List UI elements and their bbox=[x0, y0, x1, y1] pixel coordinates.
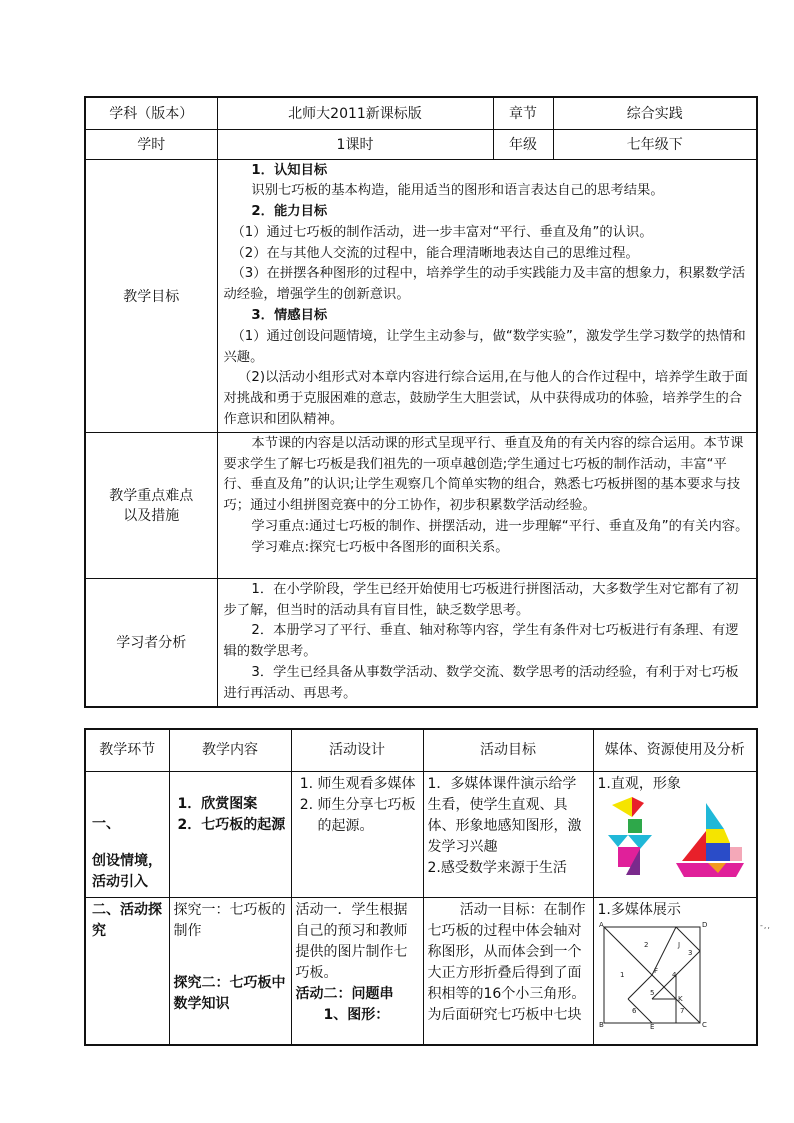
goal-line: （2）在与其他人交流的过程中，能合理清晰地表达自己的思维过程。 bbox=[231, 245, 639, 261]
diagram-label: J bbox=[677, 940, 680, 949]
learners-item: 3．学生已经具备从事数学活动、数学交流、数学思考的活动经验，有利于对七巧板进行再活动、再思考。 bbox=[223, 665, 739, 701]
keypoints-label-line1: 教学重点难点 bbox=[109, 488, 194, 505]
diagram-label: 5 bbox=[649, 988, 654, 997]
grade-label: 年级 bbox=[493, 129, 553, 159]
goal-line: 识别七巧板的基本构造，能用适当的图形和语言表达自己的思考结果。 bbox=[251, 183, 664, 199]
activity-2-part-a: 活动一．学生根据自己的预习和教师提供的图片制作七巧板。 bbox=[295, 901, 408, 981]
diagram-label: 7 bbox=[679, 1006, 684, 1015]
diagram-label: C bbox=[701, 1020, 707, 1029]
stage-2: 二、活动探究 bbox=[85, 897, 169, 1045]
learners-row bbox=[85, 578, 757, 706]
tangram-piece bbox=[730, 847, 742, 861]
tangram-pictures-image bbox=[598, 795, 748, 885]
activity-2-part-b: 活动二：问题串 bbox=[295, 985, 394, 1002]
media-2-text: 1.多媒体展示 bbox=[597, 901, 681, 918]
lesson-info-table bbox=[84, 96, 758, 708]
info-row-hours bbox=[85, 129, 757, 159]
stage-1 bbox=[85, 771, 169, 897]
hours-label: 学时 bbox=[85, 129, 217, 159]
tangram-piece bbox=[706, 803, 724, 829]
content-1-item: 2．七巧板的起源 bbox=[177, 816, 286, 833]
goal-line: （2)以活动小组形式对本章内容进行综合运用,在与他人的合作过程中，培养学生敢于面对挑战和勇于克服困难的意志，鼓励学生大胆尝试，从中获得成功的体验，培养学生的合作意识和团队精神。 bbox=[223, 370, 748, 428]
goal-line: 2．能力目标 bbox=[251, 204, 328, 220]
activity-1-item: 1. 师生观看多媒体 bbox=[318, 774, 419, 795]
tangram-piece bbox=[628, 835, 652, 849]
header-media: 媒体、资源使用及分析 bbox=[593, 729, 757, 771]
learners-label: 学习者分析 bbox=[85, 578, 217, 706]
activity-1 bbox=[291, 771, 423, 897]
grade-value: 七年级下 bbox=[553, 129, 757, 159]
content-2-part-b: 探究二：七巧板中数学知识 bbox=[173, 974, 286, 1012]
keypoints-row bbox=[85, 432, 757, 578]
goal-line: 3．情感目标 bbox=[251, 308, 328, 324]
subject-value: 北师大2011新课标版 bbox=[217, 97, 493, 129]
process-table bbox=[84, 728, 758, 1046]
info-row-subject bbox=[85, 97, 757, 129]
activity-1-item: 2. 师生分享七巧板的起源。 bbox=[318, 795, 419, 837]
margin-mark: -,, bbox=[760, 921, 771, 930]
keypoints-content bbox=[217, 432, 757, 578]
header-activity: 活动设计 bbox=[291, 729, 423, 771]
diagram-label: F bbox=[653, 966, 658, 975]
tangram-piece bbox=[682, 831, 706, 861]
learners-content bbox=[217, 578, 757, 706]
goal-line: （1）通过七巧板的制作活动，进一步丰富对“平行、垂直及角”的认识。 bbox=[231, 224, 653, 240]
keypoints-label-line2: 以及措施 bbox=[123, 508, 180, 525]
goals-content bbox=[217, 159, 757, 432]
goal-line: （3）在拼摆各种图形的过程中，培养学生的动手实践能力及丰富的想象力，积累数学活动经验，增强学生的创新意识。 bbox=[223, 266, 746, 303]
header-content: 教学内容 bbox=[169, 729, 291, 771]
diagram-line bbox=[628, 975, 652, 999]
tangram-piece bbox=[632, 797, 644, 817]
keypoints-paragraph: 学习重点:通过七巧板的制作、拼摆活动，进一步理解“平行、垂直及角”的有关内容。 bbox=[251, 519, 749, 535]
content-2-part-a: 探究一：七巧板的制作 bbox=[173, 901, 286, 939]
tangram-diagram bbox=[598, 921, 748, 1029]
goal-1-item: 2.感受数学来源于生活 bbox=[427, 859, 567, 876]
subject-label: 学科（版本） bbox=[85, 97, 217, 129]
learners-item: 1．在小学阶段，学生已经开始使用七巧板进行拼图活动，大多数学生对它都有了初步了解，但当时的活动具有盲目性，缺乏数学思考。 bbox=[223, 581, 739, 618]
media-1 bbox=[593, 771, 757, 897]
content-1 bbox=[169, 771, 291, 897]
stage-1-number: 一、 bbox=[92, 815, 120, 832]
keypoints-paragraph: 学习难点:探究七巧板中各图形的面积关系。 bbox=[251, 539, 509, 555]
diagram-label: B bbox=[598, 1020, 604, 1029]
diagram-label: 1 bbox=[619, 970, 624, 979]
header-goal: 活动目标 bbox=[423, 729, 593, 771]
header-stage: 教学环节 bbox=[85, 729, 169, 771]
tangram-piece bbox=[608, 835, 628, 847]
goal-line: 1．认知目标 bbox=[251, 162, 328, 178]
activity-2 bbox=[291, 897, 423, 1045]
diagram-label: 4 bbox=[671, 970, 676, 979]
content-2 bbox=[169, 897, 291, 1045]
goal-line: （1）通过创设问题情境，让学生主动参与，做“数学实验”，激发学生学习数学的热情和兴趣。 bbox=[223, 328, 746, 365]
media-1-text: 1.直观，形象 bbox=[597, 775, 681, 792]
activity-2-part-c: 1、图形： bbox=[323, 1006, 390, 1023]
process-header-row bbox=[85, 729, 757, 771]
tangram-piece bbox=[706, 829, 730, 843]
tangram-piece bbox=[628, 819, 642, 833]
diagram-label: K bbox=[677, 994, 683, 1003]
diagram-label: 6 bbox=[631, 1006, 636, 1015]
tangram-piece bbox=[612, 797, 632, 817]
goals-row bbox=[85, 159, 757, 432]
media-2 bbox=[593, 897, 757, 1045]
tangram-piece bbox=[676, 863, 744, 877]
goal-2: 活动一目标：在制作七巧板的过程中体会轴对称图形，从而体会到一个大正方形折叠后得到了面积相等的16个小三角形。为后面研究七巧板中七块 bbox=[423, 897, 593, 1045]
goals-label: 教学目标 bbox=[85, 159, 217, 432]
goal-1 bbox=[423, 771, 593, 897]
stage-1-title: 创设情境，活动引入 bbox=[92, 852, 162, 890]
tangram-piece bbox=[706, 843, 730, 861]
diagram-label: E bbox=[649, 1022, 654, 1029]
learners-item: 2．本册学习了平行、垂直、轴对称等内容，学生有条件对七巧板进行有条理、有逻辑的数学思考。 bbox=[223, 623, 739, 660]
diagram-label: 3 bbox=[687, 948, 692, 957]
diagram-label: 2 bbox=[643, 940, 648, 949]
content-1-item: 1．欣赏图案 bbox=[177, 795, 258, 812]
process-row-1 bbox=[85, 771, 757, 897]
keypoints-paragraph: 本节课的内容是以活动课的形式呈现平行、垂直及角的有关内容的综合运用。本节课要求学生了解七巧板是我们祖先的一项卓越创造;学生通过七巧板的制作活动，丰富“平行、垂直及角”的认识;让学生观察几个简单实物的组合，熟悉七巧板拼图的基本要求与技巧；通过小组拼图竞赛中的分工协作，初步积累数学活动经验。 bbox=[223, 435, 744, 514]
diagram-label: D bbox=[701, 920, 707, 929]
hours-value: 1课时 bbox=[217, 129, 493, 159]
goal-1-item: 1．多媒体课件演示给学生看，使学生直观、具体、形象地感知图形，激发学习兴趣 bbox=[427, 775, 582, 855]
chapter-label: 章节 bbox=[493, 97, 553, 129]
process-row-2 bbox=[85, 897, 757, 1045]
chapter-value: 综合实践 bbox=[553, 97, 757, 129]
diagram-label: A bbox=[598, 920, 604, 929]
keypoints-label bbox=[85, 432, 217, 578]
